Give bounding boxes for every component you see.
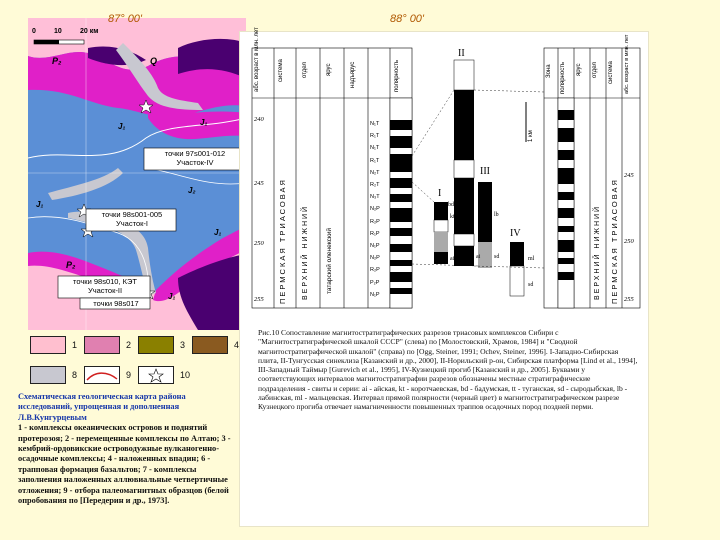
zone-code: R₁T — [370, 133, 380, 140]
section-code: kt — [450, 214, 455, 220]
zone-code: N₁P — [370, 291, 380, 298]
left-scale-header: система — [278, 59, 284, 82]
left-scale-header: полярность — [394, 59, 400, 92]
zone-code: R₁P — [370, 230, 380, 237]
zone-code: N₃T — [370, 194, 380, 201]
left-scale-header: надъярус — [350, 61, 356, 88]
legend-swatch-fault — [84, 366, 120, 384]
right-scale-header: отдел — [592, 62, 598, 78]
section-code: lb — [494, 212, 499, 218]
zone-code: R₂P — [370, 267, 380, 274]
map-caption-body: 1 - комплексы океанических островов и поднятий протерозоя; 2 - перемещенные комплексы по Алтаю; 3 - кембрий-ордовикские островодужные вулканогенно-осадочные комплексы; 4 - наложенных впадин; 6 - трапповая формация базальтов; 7 - комплексы заполнения наложенных аллювиальные четвертичные отложения; 9 - отбора палеомагнитных образцов (белой опробования по [Передерин и др., 1973]. — [18, 423, 231, 506]
scale-1km-label: 1 км — [528, 130, 534, 142]
section-code: sd — [494, 254, 500, 260]
geologic-map — [28, 18, 246, 330]
scale-tick: 10 — [54, 28, 62, 35]
zone-code: Р₂Р — [370, 279, 380, 286]
zone-code: N₂P — [370, 255, 380, 262]
section-code: ai — [476, 254, 481, 260]
legend-number: 9 — [126, 370, 132, 380]
unit-label: J₁ — [214, 228, 222, 237]
age-label: 255 — [254, 296, 264, 303]
scale-tick: 20 км — [80, 28, 99, 35]
zone-code: R₁T — [370, 157, 380, 164]
system-label-right: ПЕРМСКАЯ ТРИАСОВАЯ — [610, 178, 619, 304]
legend-number: 4 — [234, 340, 240, 350]
map-caption-title: Схематическая геологическая карта района исследований, упрощенная и дополненная Л.В.Кунгурцевым — [18, 392, 186, 422]
series-label-right: ВЕРХНИЙ НИЖНИЙ — [594, 204, 601, 300]
point-label-98s017: точки 98s017 — [93, 299, 139, 308]
legend-swatch-star — [138, 366, 174, 384]
right-scale-header: ярус — [576, 63, 582, 76]
zone-code: R₂T — [370, 182, 380, 189]
point-label-i: точки 98s001-005 Участок-I — [101, 210, 163, 228]
age-label: 240 — [254, 116, 264, 123]
legend-swatch — [84, 336, 120, 354]
zone-codes-column — [370, 118, 390, 301]
scale-tick: 0 — [32, 28, 36, 35]
point-label-iv: точки 97s001-012 Участок-IV — [164, 149, 226, 167]
section-label: II — [458, 48, 465, 59]
left-scale-header: ярус — [326, 63, 332, 76]
zone-code: N₁T — [370, 121, 380, 127]
unit-label: J₁ — [168, 292, 176, 301]
series-label-left: ВЕРХНИЙ НИЖНИЙ — [302, 204, 309, 300]
section-code: ai — [450, 256, 455, 262]
section-label: III — [480, 166, 490, 177]
right-scale-header: абс. возраст в млн. лет — [624, 34, 630, 94]
age-label: 245 — [624, 172, 634, 179]
legend-swatch — [30, 366, 66, 384]
section-code: sd — [528, 282, 534, 288]
legend-number: 1 — [72, 340, 78, 350]
unit-label: P₂ — [66, 260, 76, 270]
zone-code: R₂P — [370, 218, 380, 225]
right-scale-header: Зона — [546, 64, 552, 78]
system-label-left: ПЕРМСКАЯ ТРИАСОВАЯ — [278, 178, 287, 304]
section-label: IV — [510, 228, 521, 239]
unit-label: J₂ — [188, 186, 196, 195]
point-label-ii: точки 98s010, КЭТ Участок-II — [73, 277, 137, 295]
age-label: 250 — [624, 238, 634, 245]
section-label: I — [438, 188, 442, 199]
section-code: ml — [528, 256, 535, 262]
zone-code: N₂P — [370, 206, 380, 213]
right-scale-header: полярность — [560, 61, 566, 94]
unit-label: J₁ — [118, 122, 126, 131]
left-scale-header: отдел — [302, 62, 308, 78]
longitude-label: 87° 00' — [108, 13, 143, 25]
longitude-label: 88° 00' — [390, 13, 425, 25]
figure-caption: Рис.10 Сопоставление магнитостратиграфических разрезов триасовых комплексов Сибири с "Магнитостратиграфической шкалой СССР" (слева) по [Молостовский, Храмов, 1984] и "Сводной магнитостратиграфической шкалой" (справа) по [Ogg, Steiner, 1991; Ochev, Steiner, 1996]. I-Западно-Сибирская плита, II-Тунгусская синеклиза [Казанский и др., 2000], II-Норильский р-он, Сибирская платформа [Lind et al., 1994], III-Западный Таймыр [Gurevich et al., 1995], IV-Кузнецкий прогиб [Казанский и др., 2005]. Буквами у соответствующих интервалов магнитостратиграфии разрезов обозначены местные стратиграфические подразделения - свиты и серии: ai - айская, kt - коротчаевская, bd - бадумская, tt - туганская, sd - сыродыбская, lb - лабинская, ml - мальцевская. Интервал прямой полярности (черный цвет) в магнитостратиграфическом разрезе Кузнецкого прогиба отвечает намагниченности повышенных траппов осадочных пород поздней перми. — [258, 328, 638, 412]
age-label: 255 — [624, 296, 634, 303]
legend-swatch — [30, 336, 66, 354]
legend-number: 8 — [72, 370, 78, 380]
unit-label: P₂ — [52, 56, 62, 66]
legend-swatch — [192, 336, 228, 354]
legend-number: 3 — [180, 340, 186, 350]
zone-code: N₁T — [370, 145, 380, 152]
unit-label: J₁ — [36, 200, 44, 209]
map-legend — [28, 330, 238, 390]
map-caption — [18, 392, 240, 506]
age-label: 245 — [254, 180, 264, 187]
legend-number: 10 — [180, 370, 191, 380]
right-scale-header: система — [608, 61, 614, 84]
left-scale-header: абс. возраст в млн. лет — [254, 27, 260, 92]
unit-label: J₁ — [200, 118, 208, 127]
stage-label-left: татарский оленекский — [326, 227, 333, 294]
legend-number: 2 — [126, 340, 132, 350]
zone-code: N₁P — [370, 243, 380, 250]
figure-page — [240, 27, 648, 526]
section-code: bd — [448, 202, 454, 208]
zone-code: N₂T — [370, 169, 380, 176]
unit-label: Q — [150, 56, 158, 66]
legend-swatch — [138, 336, 174, 354]
age-label: 250 — [254, 240, 264, 247]
